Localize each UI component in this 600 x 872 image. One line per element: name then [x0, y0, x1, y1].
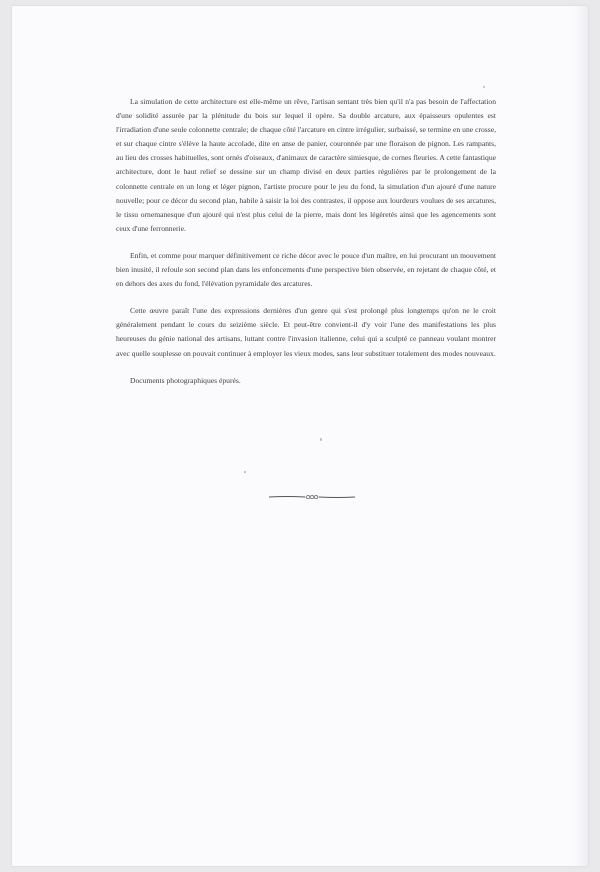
paragraph-enfin: Enfin, et comme pour marquer définitivement ce riche décor avec le pouce d'un maître, en lui procurant un mouvement bien inusité, il refoule son second plan dans les enfoncements d'une perspective bien observée, en rejetant de chaque côté, et en dehors des axes du fond, l'élévation pyramidale des arcatures.	[116, 250, 496, 289]
paragraph-oeuvre: Cette œuvre paraît l'une des expressions dernières d'un genre qui s'est prolongé plus longtemps qu'on ne le croit généralement pendant le cours du seizième siècle. Et peut-être convient-il d'y voir l'une des manifestations les plus heureuses du génie national des artisans, luttant contre l'invasion italienne, celui qui a sculpté ce panneau voulant montrer avec quelle souplesse on pouvait continuer à employer les vieux modes, sans leur substituer totalement des modes nouveaux.	[116, 306, 496, 358]
end-flourish-ornament-icon	[267, 493, 357, 501]
paper-speck	[244, 471, 246, 473]
paragraph-documents: Documents photographiques épurés.	[130, 375, 241, 385]
page-edge-shadow	[574, 6, 588, 866]
body-text	[116, 95, 496, 401]
paper-speck	[483, 86, 485, 88]
paper-speck	[320, 438, 322, 441]
page-sheet	[12, 6, 588, 866]
paragraph-architecture: La simulation de cette architecture est elle-même un rêve, l'artisan sentant très bien qu'il n'a pas besoin de l'affectation d'une solidité assurée par la plénitude du bois sur lequel il opère. Sa double arcature, aux épaisseurs opulentes est l'irradiation d'une seule colonnette centrale; de chaque côté l'arcature en cintre irrégulier, surbaissé, se termine en une crosse, et sur chaque cintre s'élève la haute accolade, dite en anse de panier, couronnée par une floraison de pignon. Les rampants, au lieu des crosses habituelles, sont ornés d'oiseaux, d'animaux de caractère simiesque, de cornes fleuries. A cette fantastique architecture, dont le haut relief se dessine sur un champ divisé en deux parties régulières par le prolongement de la colonnette centrale en un long et léger pignon, l'artiste procure pour le jeu du fond, la simulation d'un ajouré d'une nature nouvelle; pour ce décor du second plan, habile à saisir la loi des contrastes, il oppose aux lourdeurs voulues de ses arcatures, le tissu ornemanesque d'un ajouré qui n'est plus celui de la pierre, mais dont les légèretés ainsi que les agencements sont ceux d'une ferronnerie.	[116, 97, 496, 233]
